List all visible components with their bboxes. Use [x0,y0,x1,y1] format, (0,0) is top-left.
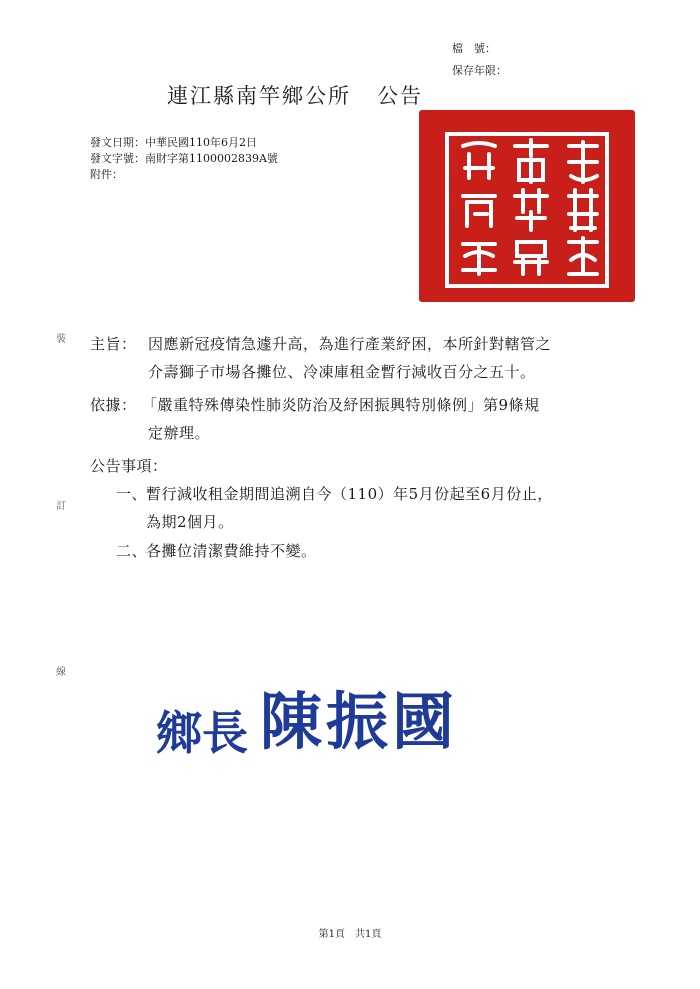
signatory-title: 鄉長 [156,706,248,760]
notices-label: 公告事項： [90,457,168,475]
basis-line-1: 「嚴重特殊傳染性肺炎防治及紓困振興特別條例」第9條規 [142,396,540,414]
binding-mark-line: 線 [56,667,66,678]
basis-line-2: 定辦理。 [148,424,211,442]
current-page: 第1頁 [318,929,345,940]
document-title [0,80,700,110]
notice-item-1-line-2: 為期2個月。 [146,513,234,531]
document-meta [90,135,278,183]
notice-item-2-number: 二、 [116,542,148,560]
page-number [0,925,700,940]
subject-line-2: 介壽獅子市場各攤位、冷凍庫租金暫行減收百分之五十。 [148,363,536,381]
seal-glyph-art [419,110,635,302]
signatory-name: 陳振國 [260,685,459,758]
notice-item-2-line-1: 各攤位清潔費維持不變。 [146,542,317,560]
total-pages: 共1頁 [355,929,382,940]
binding-mark-staple: 訂 [56,501,66,512]
document-number: 發文字號：南財字第1100002839A號 [90,152,278,165]
issue-date: 發文日期：中華民國110年6月2日 [90,136,257,149]
attachment-label: 附件： [90,168,123,181]
basis-label: 依據： [90,396,137,414]
subject-label: 主旨： [90,335,137,353]
filing-info [452,38,507,82]
document-type: 公告 [377,84,423,108]
signature-stamp [156,672,458,761]
retention-period-label: 保存年限： [452,64,507,77]
official-seal [419,110,635,302]
notice-item-1-line-1: 暫行減收租金期間追溯自今（110）年5月份起至6月份止， [146,485,553,503]
notice-item-1-number: 一、 [116,485,148,503]
subject-line-1: 因應新冠疫情急遽升高，為進行產業紓困，本所針對轄管之 [148,335,552,353]
binding-mark-bind: 裝 [56,334,66,345]
issuing-office: 連江縣南竿鄉公所 [167,84,351,108]
archive-number-label: 檔 號： [452,42,496,55]
